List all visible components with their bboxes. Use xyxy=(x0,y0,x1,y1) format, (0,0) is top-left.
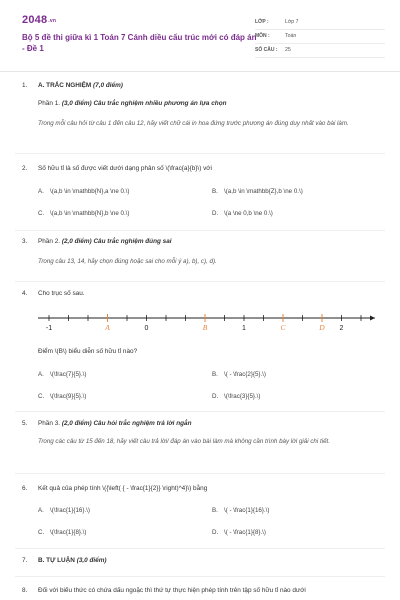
question-number: 5. xyxy=(22,420,28,427)
meta-key: LỚP : xyxy=(255,19,269,26)
meta-row-class xyxy=(255,16,385,30)
meta-key: SỐ CÂU : xyxy=(255,47,278,54)
option-b[interactable]: B. \(a,b \in \mathbb{Z},b \ne 0.\) xyxy=(212,188,303,195)
number-line-label: 2 xyxy=(339,325,344,332)
meta-value: 25 xyxy=(285,46,291,53)
number-line-point-label: A xyxy=(105,323,110,332)
number-line-group xyxy=(38,314,375,332)
question-number: 8. xyxy=(22,587,28,594)
number-line-point-label: C xyxy=(280,323,286,332)
number-line-arrow xyxy=(370,316,375,321)
question-number: 3. xyxy=(22,238,28,245)
meta-key: MÔN : xyxy=(255,33,270,40)
part-title: Phần 2. (2,0 điểm) Câu trắc nghiệm đúng sai xyxy=(38,238,172,245)
document-title: Bộ 5 đề thi giữa kì 1 Toán 7 Cánh diều cấu trúc mới có đáp án - Đề 1 xyxy=(22,33,257,53)
option-d[interactable]: D. \(\frac{3}{5}.\) xyxy=(212,393,261,400)
number-line-point-label: B xyxy=(202,323,208,332)
meta-row-subject xyxy=(255,30,385,44)
instruction-text: Trong mỗi câu hỏi từ câu 1 đến câu 12, hãy viết chữ cái in hoa đứng trước phương án đúng duy nhất vào bài làm. xyxy=(38,120,349,127)
divider xyxy=(15,153,385,154)
divider xyxy=(15,576,385,577)
question-text: Số hữu tỉ là số được viết dưới dạng phân số \(\frac{a}{b}\) với xyxy=(38,165,212,172)
section-title: B. TỰ LUẬN (3,0 điểm) xyxy=(38,557,107,564)
question-text: Cho trục số sau. xyxy=(38,290,85,297)
number-line-point-label: D xyxy=(319,323,325,332)
divider xyxy=(15,230,385,231)
option-a[interactable]: A. \(\frac{7}{5}.\) xyxy=(38,371,87,378)
option-b[interactable]: B. \( - \frac{2}{5}.\) xyxy=(212,371,266,378)
meta-row-count xyxy=(255,44,385,58)
number-line-label: 1 xyxy=(242,325,246,332)
instruction-text: Trong các câu từ 15 đến 18, hãy viết câu trả lời/ đáp án vào bài làm mà không cần trình bày lời giải chi tiết. xyxy=(38,438,330,445)
option-c[interactable]: C. \(\frac{9}{5}.\) xyxy=(38,393,87,400)
site-logo[interactable]: 2048.vn xyxy=(22,14,57,26)
divider xyxy=(15,411,385,412)
meta-table xyxy=(255,16,385,58)
question-number: 4. xyxy=(22,290,28,297)
question-text: Kết quả của phép tính \({\left( { - \frac{1}{2}} \right)^4}\) bằng xyxy=(38,485,208,492)
meta-value: Lớp 7 xyxy=(285,18,299,25)
number-line-label: -1 xyxy=(45,325,53,332)
question-number: 7. xyxy=(22,557,28,564)
option-c[interactable]: C. \(\frac{1}{8}.\) xyxy=(38,529,87,536)
question-prompt: Điểm \(B\) biểu diễn số hữu tỉ nào? xyxy=(38,348,138,355)
number-line-label: 0 xyxy=(144,325,149,332)
option-a[interactable]: A. \(a,b \in \mathbb{N},a \ne 0.\) xyxy=(38,188,130,195)
option-d[interactable]: D. \(a \ne 0,b \ne 0.\) xyxy=(212,210,273,217)
divider xyxy=(15,473,385,474)
option-c[interactable]: C. \(a,b \in \mathbb{N},b \ne 0.\) xyxy=(38,210,130,217)
meta-value: Toán xyxy=(285,32,297,39)
section-title: A. TRẮC NGHIỆM (7,0 điểm) xyxy=(38,82,123,89)
question-text: Đối với biểu thức có chứa dấu ngoặc thì thứ tự thực hiện phép tính trên tập số hữu tỉ nào dưới xyxy=(38,587,306,594)
instruction-text: Trong câu 13, 14, hãy chọn đúng hoặc sai cho mỗi ý a), b), c), d). xyxy=(38,258,217,265)
part-title: Phần 3. (2,0 điểm) Câu hỏi trắc nghiệm trả lời ngắn xyxy=(38,420,192,427)
question-number: 2. xyxy=(22,165,28,172)
part-title: Phần 1. (3,0 điểm) Câu trắc nghiệm nhiều phương án lựa chọn xyxy=(38,100,227,107)
divider xyxy=(15,548,385,549)
question-number: 6. xyxy=(22,485,28,492)
divider xyxy=(15,281,385,282)
page-header xyxy=(0,0,400,72)
option-b[interactable]: B. \( - \frac{1}{16}.\) xyxy=(212,507,270,514)
option-a[interactable]: A. \(\frac{1}{16}.\) xyxy=(38,507,90,514)
question-number: 1. xyxy=(22,82,28,89)
option-d[interactable]: D. \( - \frac{1}{8}.\) xyxy=(212,529,266,536)
